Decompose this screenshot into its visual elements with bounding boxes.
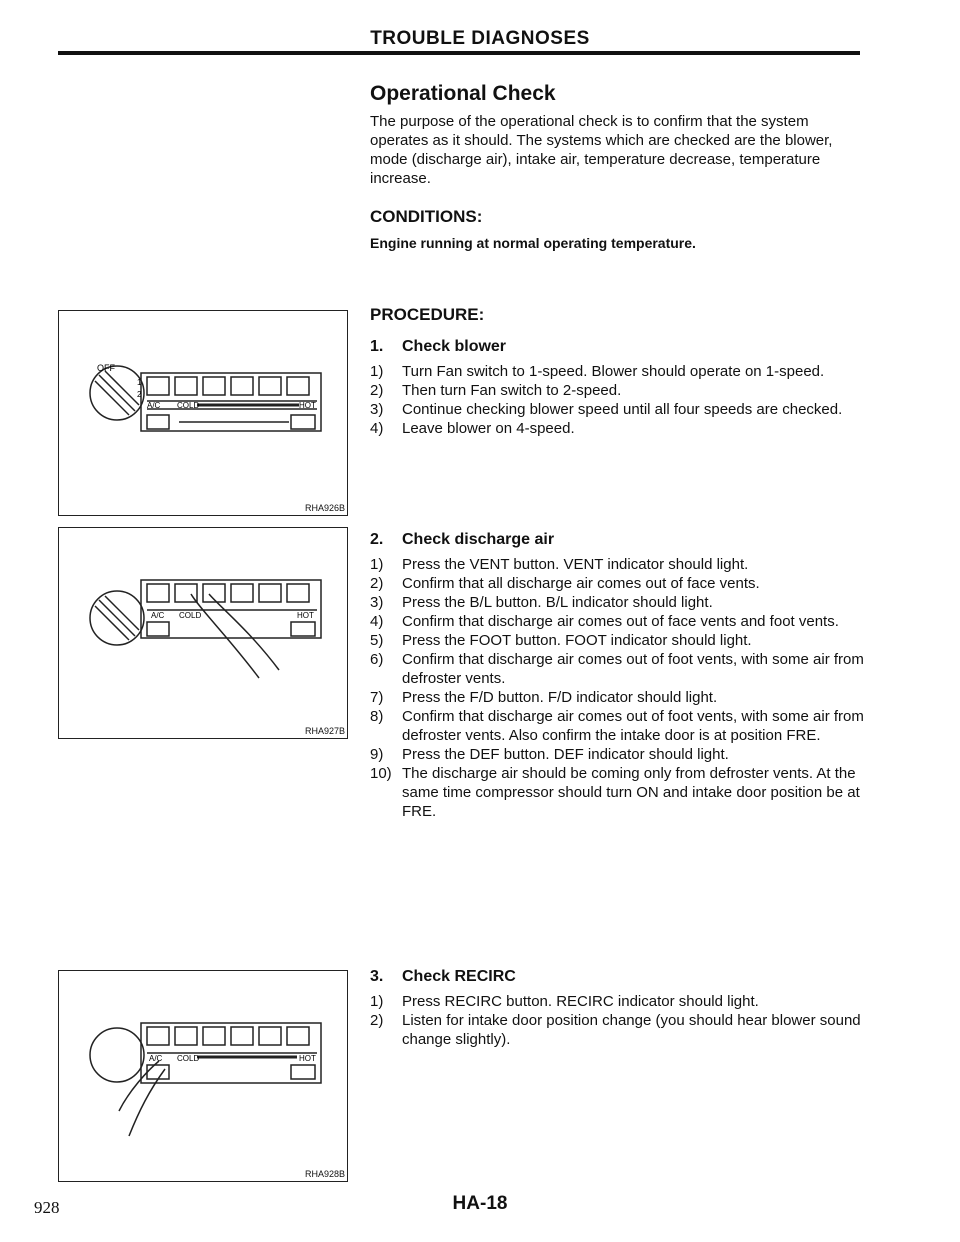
list-item: 3) Press the B/L button. B/L indicator should light. [370, 594, 713, 611]
section-heading: 3. Check RECIRC [370, 968, 516, 985]
section-1 [370, 337, 870, 438]
page-header: TROUBLE DIAGNOSES [370, 28, 590, 49]
svg-text:OFF: OFF [97, 363, 115, 373]
section-2 [370, 530, 870, 821]
svg-text:A/C: A/C [149, 1054, 163, 1063]
svg-text:HOT: HOT [299, 1054, 316, 1063]
list-item: 9) Press the DEF button. DEF indicator should light. [370, 746, 729, 763]
figure-code: RHA928B [304, 1169, 345, 1179]
figure-control-panel-2 [58, 527, 348, 739]
list-item: 4) Leave blower on 4-speed. [370, 420, 575, 437]
list-item: 5) Press the FOOT button. FOOT indicator should light. [370, 632, 752, 649]
control-panel-illustration [59, 311, 347, 515]
svg-text:COLD: COLD [179, 611, 202, 620]
list-item: 3) Continue checking blower speed until all four speeds are checked. [370, 401, 843, 418]
procedure-heading-block [370, 305, 870, 324]
intro-section [370, 84, 870, 253]
svg-text:COLD: COLD [177, 1054, 200, 1063]
list-item: 10) The discharge air should be coming only from defroster vents. At the same time compressor should turn ON and intake door position be at FRE. [370, 765, 860, 820]
figure-control-panel-3 [58, 970, 348, 1182]
control-panel-illustration [59, 528, 347, 738]
svg-text:A/C: A/C [147, 401, 161, 410]
figure-code: RHA926B [304, 503, 345, 513]
svg-text:A/C: A/C [151, 611, 165, 620]
page-code: HA-18 [452, 1193, 508, 1214]
svg-text:HOT: HOT [297, 611, 314, 620]
section-heading: 1. Check blower [370, 338, 507, 355]
svg-text:2: 2 [137, 390, 142, 399]
list-item: 2) Listen for intake door position change (you should hear blower sound change slightly). [370, 1012, 861, 1048]
conditions-title: CONDITIONS: [370, 207, 483, 226]
figure-code: RHA927B [304, 726, 345, 736]
svg-text:1: 1 [137, 378, 142, 387]
list-item: 4) Confirm that discharge air comes out of face vents and foot vents. [370, 613, 839, 630]
list-item: 1) Press the VENT button. VENT indicator should light. [370, 556, 749, 573]
section-heading: 2. Check discharge air [370, 531, 555, 548]
list-item: 2) Confirm that all discharge air comes out of face vents. [370, 575, 760, 592]
list-item: 1) Turn Fan switch to 1-speed. Blower should operate on 1-speed. [370, 363, 825, 380]
page-number: 928 [34, 1198, 60, 1217]
figure-control-panel-1 [58, 310, 348, 516]
header-rule [58, 51, 860, 55]
list-item: 2) Then turn Fan switch to 2-speed. [370, 382, 622, 399]
section-title: Operational Check [370, 82, 556, 105]
control-panel-illustration [59, 971, 347, 1181]
conditions-text: Engine running at normal operating temperature. [370, 235, 696, 251]
procedure-title: PROCEDURE: [370, 305, 485, 324]
section-3 [370, 967, 870, 1049]
svg-text:COLD: COLD [177, 401, 200, 410]
list-item: 7) Press the F/D button. F/D indicator should light. [370, 689, 718, 706]
svg-text:HOT: HOT [299, 401, 316, 410]
list-item: 8) Confirm that discharge air comes out of foot vents, with some air from defroster vents. Also confirm the intake door is at position FRE. [370, 708, 864, 744]
list-item: 1) Press RECIRC button. RECIRC indicator should light. [370, 993, 759, 1010]
list-item: 6) Confirm that discharge air comes out of foot vents, with some air from defroster vents. [370, 651, 864, 687]
intro-body: The purpose of the operational check is to confirm that the system operates as it should. The systems which are checked are the blower, mode (discharge air), intake air, temperature decrease, temperature increase. [370, 113, 833, 187]
